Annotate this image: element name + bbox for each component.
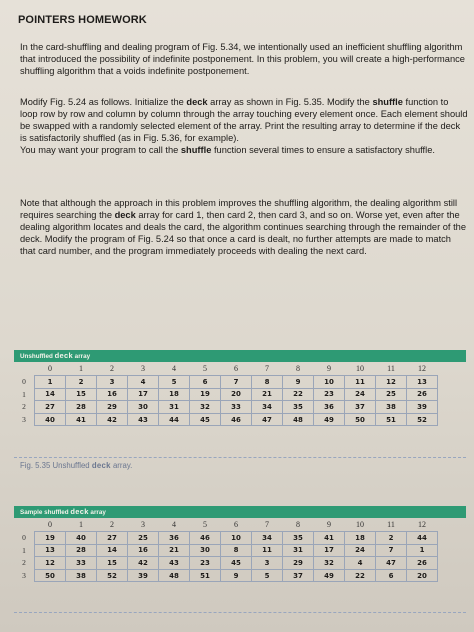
- card-cell: 21: [159, 544, 190, 557]
- card-cell: 5: [159, 376, 190, 389]
- card-cell: 21: [252, 388, 283, 401]
- table-row: [14, 413, 438, 426]
- sample-deck-header: [14, 506, 466, 518]
- card-cell: 3: [252, 557, 283, 570]
- card-cell: 38: [66, 569, 97, 582]
- figure-divider: [14, 612, 466, 613]
- card-cell: 10: [221, 532, 252, 545]
- card-cell: 26: [407, 388, 438, 401]
- card-cell: 14: [97, 544, 128, 557]
- card-cell: 27: [97, 532, 128, 545]
- card-cell: 36: [314, 401, 345, 414]
- card-cell: 16: [128, 544, 159, 557]
- card-cell: 32: [190, 401, 221, 414]
- card-cell: 41: [314, 532, 345, 545]
- column-index-row: [14, 518, 438, 532]
- card-cell: 31: [159, 401, 190, 414]
- card-cell: 38: [376, 401, 407, 414]
- row-index: 2: [22, 558, 26, 568]
- card-cell: 22: [283, 388, 314, 401]
- column-index: 6: [234, 364, 238, 373]
- card-cell: 46: [190, 532, 221, 545]
- unshuffled-deck-header: [14, 350, 466, 362]
- card-cell: 52: [97, 569, 128, 582]
- card-cell: 11: [252, 544, 283, 557]
- card-cell: 43: [128, 413, 159, 426]
- column-index: 7: [265, 520, 269, 529]
- card-cell: 26: [407, 557, 438, 570]
- row-index: 0: [22, 533, 26, 543]
- column-index-row: [14, 362, 438, 376]
- card-cell: 6: [190, 376, 221, 389]
- document-title: POINTERS HOMEWORK: [18, 14, 147, 26]
- column-index: 6: [234, 520, 238, 529]
- corner-cell: [14, 362, 35, 376]
- text-span: You may want your program to call the: [20, 145, 181, 155]
- card-cell: 46: [221, 413, 252, 426]
- text-span: array as shown in Fig. 5.35. Modify the: [207, 97, 373, 107]
- card-cell: 24: [345, 388, 376, 401]
- card-cell: 45: [190, 413, 221, 426]
- column-index: 3: [141, 364, 145, 373]
- row-index: 1: [22, 545, 26, 555]
- header-code-term: deck: [70, 507, 89, 516]
- column-index: 7: [265, 364, 269, 373]
- figure-caption: [20, 461, 132, 470]
- column-index: 12: [418, 520, 426, 529]
- sample-deck-table: [14, 518, 438, 582]
- column-index: 2: [110, 364, 114, 373]
- card-cell: 2: [66, 376, 97, 389]
- card-cell: 12: [376, 376, 407, 389]
- code-term-shuffle: shuffle: [180, 145, 212, 155]
- card-cell: 10: [314, 376, 345, 389]
- paragraph-modify: [20, 96, 468, 156]
- card-cell: 25: [376, 388, 407, 401]
- card-cell: 30: [128, 401, 159, 414]
- header-text: array: [72, 353, 91, 360]
- card-cell: 23: [190, 557, 221, 570]
- card-cell: 52: [407, 413, 438, 426]
- column-index: 9: [327, 520, 331, 529]
- card-cell: 2: [376, 532, 407, 545]
- table-row: [14, 532, 438, 545]
- card-cell: 42: [128, 557, 159, 570]
- column-index: 11: [387, 520, 395, 529]
- header-text: Sample shuffled: [20, 509, 71, 516]
- column-index: 4: [172, 520, 176, 529]
- card-cell: 15: [66, 388, 97, 401]
- text-span: function several times to ensure a satisfactory shuffle.: [211, 145, 435, 155]
- column-index: 12: [418, 364, 426, 373]
- column-index: 1: [79, 364, 83, 373]
- figure-divider: [14, 457, 466, 458]
- card-cell: 50: [345, 413, 376, 426]
- card-cell: 49: [314, 569, 345, 582]
- card-cell: 43: [159, 557, 190, 570]
- caption-text: array.: [110, 461, 133, 470]
- card-cell: 11: [345, 376, 376, 389]
- card-cell: 13: [35, 544, 66, 557]
- card-cell: 37: [283, 569, 314, 582]
- card-cell: 40: [35, 413, 66, 426]
- header-text: Unshuffled: [20, 353, 55, 360]
- card-cell: 39: [407, 401, 438, 414]
- table-row: [14, 569, 438, 582]
- card-cell: 29: [283, 557, 314, 570]
- card-cell: 17: [314, 544, 345, 557]
- card-cell: 35: [283, 532, 314, 545]
- card-cell: 33: [66, 557, 97, 570]
- card-cell: 19: [190, 388, 221, 401]
- card-cell: 9: [283, 376, 314, 389]
- table-row: [14, 388, 438, 401]
- code-term-deck: deck: [114, 210, 136, 220]
- caption-text: Fig. 5.35 Unshuffled: [20, 461, 92, 470]
- card-cell: 30: [190, 544, 221, 557]
- corner-cell: [14, 518, 35, 532]
- column-index: 5: [203, 364, 207, 373]
- text-span: array for card 1, then card 2, then card 3, and so on. Worse yet, even after the dealing algorithm locates and deals the card, the algorithm continues searching through the remainder of the deck. Modify the program of Fig. 5.24 so that once a card is dealt, no further attempts are made to match that card number, and the program immediately proceeds with dealing the next card.: [20, 210, 467, 256]
- column-index: 0: [48, 364, 52, 373]
- card-cell: 4: [128, 376, 159, 389]
- card-cell: 9: [221, 569, 252, 582]
- card-cell: 24: [345, 544, 376, 557]
- card-cell: 48: [159, 569, 190, 582]
- card-cell: 50: [35, 569, 66, 582]
- table-row: [14, 401, 438, 414]
- card-cell: 16: [97, 388, 128, 401]
- card-cell: 18: [159, 388, 190, 401]
- sample-deck-figure: [14, 506, 466, 582]
- text-span: Note that although the approach in this problem improves the shuffling algorithm, the dealing algorithm still requires searching the: [20, 198, 458, 220]
- card-cell: 29: [97, 401, 128, 414]
- unshuffled-deck-table: [14, 362, 438, 426]
- card-cell: 40: [66, 532, 97, 545]
- row-index: 3: [22, 415, 26, 425]
- header-code-term: deck: [54, 351, 73, 360]
- card-cell: 20: [221, 388, 252, 401]
- card-cell: 14: [35, 388, 66, 401]
- card-cell: 12: [35, 557, 66, 570]
- table-row: [14, 544, 438, 557]
- paragraph-note: [20, 197, 468, 257]
- card-cell: 47: [376, 557, 407, 570]
- card-cell: 39: [128, 569, 159, 582]
- row-index: 0: [22, 377, 26, 387]
- card-cell: 15: [97, 557, 128, 570]
- card-cell: 28: [66, 401, 97, 414]
- column-index: 2: [110, 520, 114, 529]
- card-cell: 47: [252, 413, 283, 426]
- card-cell: 35: [283, 401, 314, 414]
- column-index: 5: [203, 520, 207, 529]
- row-index: 2: [22, 402, 26, 412]
- card-cell: 28: [66, 544, 97, 557]
- card-cell: 32: [314, 557, 345, 570]
- card-cell: 5: [252, 569, 283, 582]
- card-cell: 22: [345, 569, 376, 582]
- card-cell: 19: [35, 532, 66, 545]
- card-cell: 37: [345, 401, 376, 414]
- paragraph-intro: In the card-shuffling and dealing program of Fig. 5.34, we intentionally used an inefficient shuffling algorithm that introduced the possibility of indefinite postponement. In this problem, you will create a high-performance shuffling algorithm that a voids indefinite postponement.: [20, 42, 465, 76]
- text-span: Modify Fig. 5.24 as follows. Initialize the: [20, 97, 187, 107]
- column-index: 4: [172, 364, 176, 373]
- card-cell: 17: [128, 388, 159, 401]
- card-cell: 44: [407, 532, 438, 545]
- card-cell: 51: [190, 569, 221, 582]
- card-cell: 6: [376, 569, 407, 582]
- code-term-shuffle: shuffle: [372, 97, 403, 107]
- table-row: [14, 376, 438, 389]
- row-index: 1: [22, 389, 26, 399]
- card-cell: 34: [252, 532, 283, 545]
- column-index: 10: [356, 364, 364, 373]
- row-index: 3: [22, 571, 26, 581]
- column-index: 1: [79, 520, 83, 529]
- column-index: 9: [327, 364, 331, 373]
- unshuffled-deck-figure: [14, 350, 466, 426]
- column-index: 10: [356, 520, 364, 529]
- card-cell: 51: [376, 413, 407, 426]
- card-cell: 34: [252, 401, 283, 414]
- column-index: 11: [387, 364, 395, 373]
- card-cell: 48: [283, 413, 314, 426]
- card-cell: 18: [345, 532, 376, 545]
- card-cell: 20: [407, 569, 438, 582]
- column-index: 8: [296, 364, 300, 373]
- column-index: 3: [141, 520, 145, 529]
- header-text: array: [88, 509, 106, 516]
- card-cell: 7: [221, 376, 252, 389]
- card-cell: 42: [97, 413, 128, 426]
- card-cell: 36: [159, 532, 190, 545]
- card-cell: 45: [221, 557, 252, 570]
- table-row: [14, 557, 438, 570]
- card-cell: 27: [35, 401, 66, 414]
- card-cell: 31: [283, 544, 314, 557]
- card-cell: 1: [407, 544, 438, 557]
- caption-code-term: deck: [91, 461, 111, 470]
- card-cell: 8: [252, 376, 283, 389]
- card-cell: 13: [407, 376, 438, 389]
- card-cell: 33: [221, 401, 252, 414]
- card-cell: 49: [314, 413, 345, 426]
- card-cell: 7: [376, 544, 407, 557]
- code-term-deck: deck: [186, 97, 208, 107]
- card-cell: 3: [97, 376, 128, 389]
- card-cell: 1: [35, 376, 66, 389]
- card-cell: 41: [66, 413, 97, 426]
- text-span: function to loop row by row and column by column through the array touching every element once. Each element should be swapped with a randomly selected element of the array. Print the resulting array to determine if the deck is satisfactorily shuffled (as in Fig. 5.36, for example).: [20, 97, 468, 143]
- card-cell: 4: [345, 557, 376, 570]
- card-cell: 44: [159, 413, 190, 426]
- card-cell: 23: [314, 388, 345, 401]
- card-cell: 25: [128, 532, 159, 545]
- column-index: 8: [296, 520, 300, 529]
- card-cell: 8: [221, 544, 252, 557]
- column-index: 0: [48, 520, 52, 529]
